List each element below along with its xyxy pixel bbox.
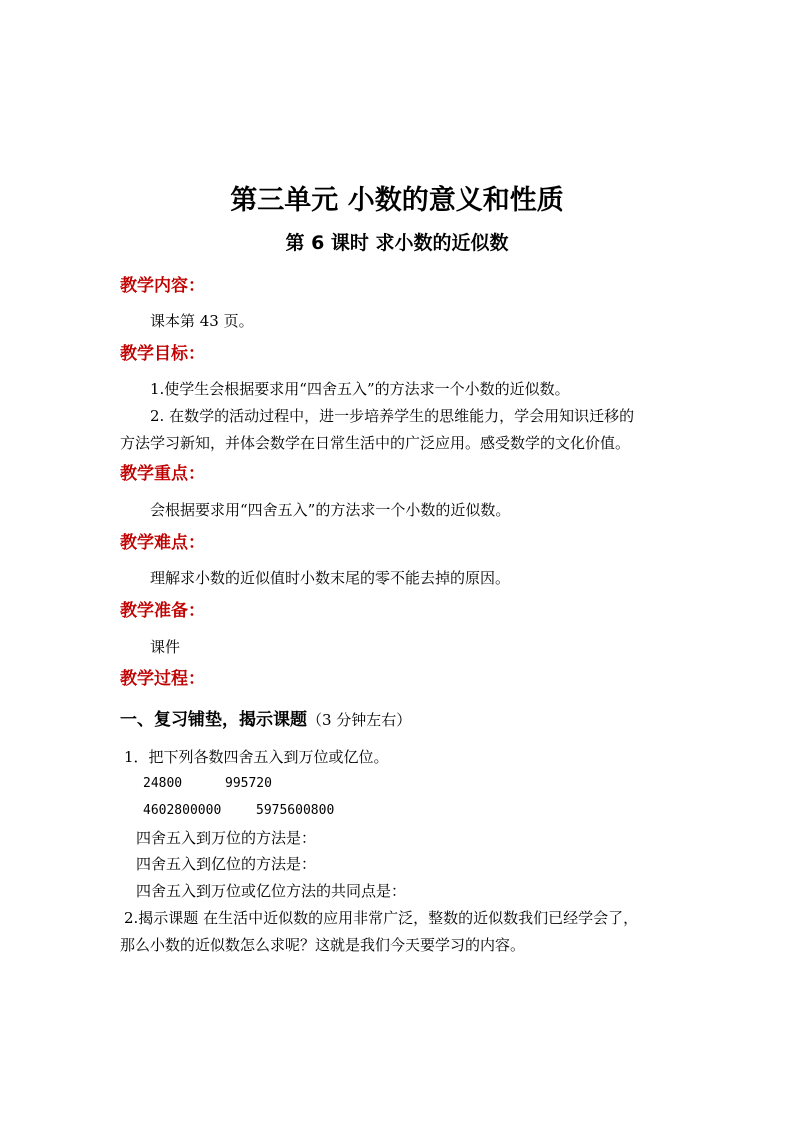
preparation-heading: 教学准备： xyxy=(120,601,205,621)
goal-item-2-line-2: 方法学习新知，并体会数学在日常生活中的广泛应用。感受数学的文化价值。 xyxy=(120,434,631,452)
question-2-line-2: 那么小数的近似数怎么求呢？这就是我们今天要学习的内容。 xyxy=(120,936,526,954)
process-heading: 教学过程： xyxy=(120,669,205,689)
preparation-text: 课件 xyxy=(150,638,181,656)
difficulties-heading: 教学难点： xyxy=(120,533,205,553)
goals-heading: 教学目标： xyxy=(120,344,205,364)
lesson-subtitle: 第 6 课时 求小数的近似数 xyxy=(285,232,509,254)
number-1: 24800 xyxy=(143,776,183,791)
question-2-line-1: 2.揭示课题 在生活中近似数的应用非常广泛，整数的近似数我们已经学会了， xyxy=(124,909,639,927)
goal-item-1: 1.使学生会根据要求用“四舍五入”的方法求一个小数的近似数。 xyxy=(150,380,570,398)
number-2: 995720 xyxy=(225,776,272,791)
key-points-text: 会根据要求用“四舍五入”的方法求一个小数的近似数。 xyxy=(150,501,511,519)
method-common: 四舍五入到万位或亿位方法的共同点是： xyxy=(136,882,407,900)
content-heading: 教学内容： xyxy=(120,276,205,296)
method-yi: 四舍五入到亿位的方法是： xyxy=(136,855,317,873)
unit-title: 第三单元 小数的意义和性质 xyxy=(230,185,564,216)
content-text: 课本第 43 页。 xyxy=(150,312,254,330)
question-1: 1．把下列各数四舍五入到万位或亿位。 xyxy=(124,748,389,766)
number-4: 5975600800 xyxy=(256,803,335,818)
number-3: 4602800000 xyxy=(143,803,222,818)
method-wan: 四舍五入到万位的方法是： xyxy=(136,829,317,847)
key-points-heading: 教学重点： xyxy=(120,464,205,484)
section-1-time-note: （3 分钟左右） xyxy=(307,711,412,729)
difficulties-text: 理解求小数的近似值时小数末尾的零不能去掉的原因。 xyxy=(150,569,511,587)
goal-item-2-line-1: 2. 在数学的活动过程中，进一步培养学生的思维能力，学会用知识迁移的 xyxy=(150,407,635,425)
section-1-title xyxy=(120,708,411,732)
section-1-title-text: 一、复习铺垫，揭示课题 xyxy=(120,710,307,730)
